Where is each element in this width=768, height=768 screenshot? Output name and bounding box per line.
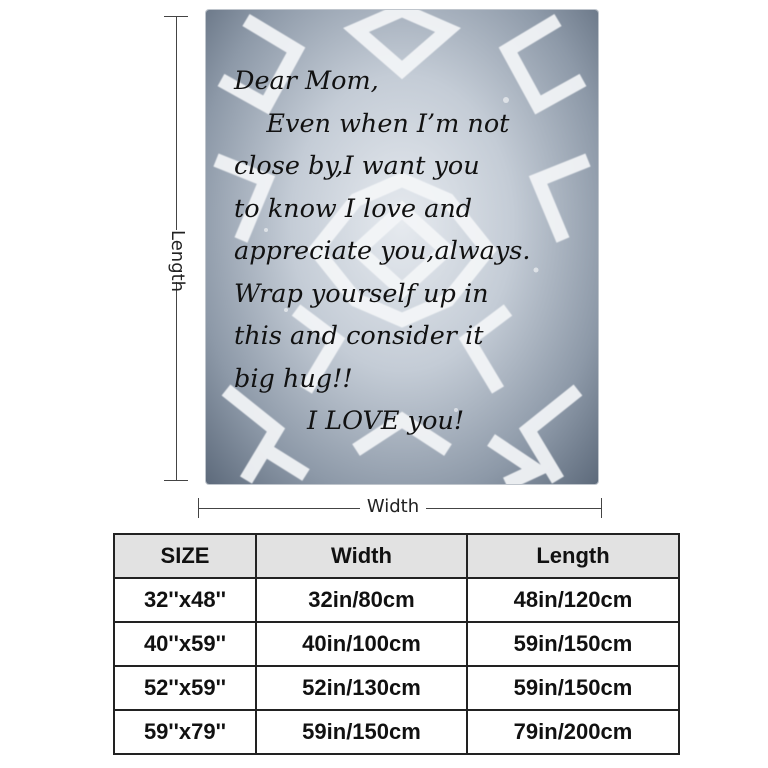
letter-line: big hug!! <box>234 363 353 394</box>
table-row <box>114 710 679 754</box>
blanket-image <box>206 10 598 484</box>
cell-size: 59''x79'' <box>114 710 256 754</box>
cell-width: 32in/80cm <box>256 578 467 622</box>
letter-line: Wrap yourself up in <box>234 278 489 309</box>
table-header-row <box>114 534 679 578</box>
cell-width: 52in/130cm <box>256 666 467 710</box>
cell-length: 79in/200cm <box>467 710 679 754</box>
letter-line: appreciate you,always. <box>234 236 531 266</box>
header-size: SIZE <box>114 534 256 578</box>
cell-size: 32''x48'' <box>114 578 256 622</box>
cell-size: 52''x59'' <box>114 666 256 710</box>
length-bottom-tick <box>164 480 188 481</box>
header-width: Width <box>256 534 467 578</box>
table-row <box>114 622 679 666</box>
cell-width: 40in/100cm <box>256 622 467 666</box>
letter-line: I LOVE you! <box>234 406 465 436</box>
table-row <box>114 666 679 710</box>
header-length: Length <box>467 534 679 578</box>
letter-line: this and consider it <box>234 321 484 351</box>
letter-line: Even when I’m not <box>234 108 510 139</box>
cell-size: 40''x59'' <box>114 622 256 666</box>
letter-text <box>234 60 594 443</box>
letter-line: Dear Mom, <box>234 66 379 96</box>
width-label: Width <box>360 496 426 517</box>
width-right-tick <box>601 498 602 518</box>
cell-length: 59in/150cm <box>467 622 679 666</box>
length-label: Length <box>167 230 188 293</box>
table-row <box>114 578 679 622</box>
letter-line: close by,I want you <box>234 151 480 181</box>
cell-length: 48in/120cm <box>467 578 679 622</box>
cell-length: 59in/150cm <box>467 666 679 710</box>
cell-width: 59in/150cm <box>256 710 467 754</box>
size-table <box>113 533 680 755</box>
letter-line: to know I love and <box>234 193 473 224</box>
